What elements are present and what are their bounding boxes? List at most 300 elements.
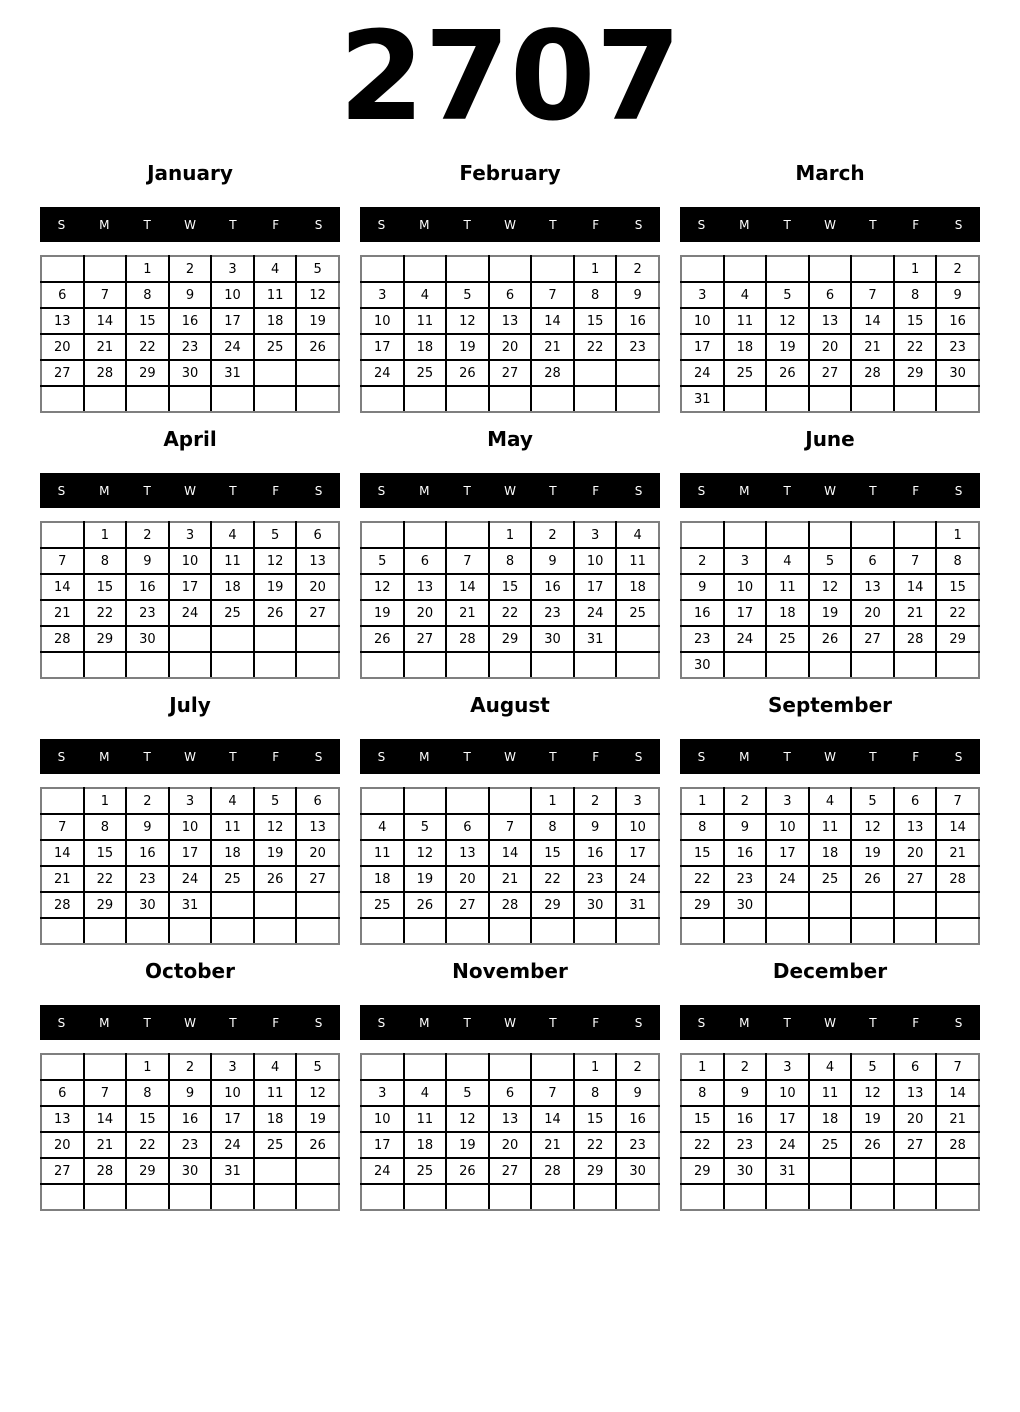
day-cell: 30 xyxy=(936,360,979,386)
day-cell xyxy=(489,256,532,282)
day-cell: 4 xyxy=(211,522,254,548)
day-cell: 26 xyxy=(296,334,339,360)
day-cell: 20 xyxy=(489,334,532,360)
week-row xyxy=(361,652,659,678)
day-cell xyxy=(894,386,937,412)
weekday-header-bar xyxy=(360,473,660,508)
day-cell: 12 xyxy=(766,308,809,334)
day-cell xyxy=(169,1184,212,1210)
day-cell xyxy=(574,360,617,386)
day-cell xyxy=(84,256,127,282)
day-cell: 24 xyxy=(169,866,212,892)
weekday-label: W xyxy=(184,749,196,764)
day-cell xyxy=(404,256,447,282)
day-cell xyxy=(616,360,659,386)
day-cell: 25 xyxy=(809,1132,852,1158)
day-cell: 6 xyxy=(41,282,84,308)
weekday-header-bar xyxy=(680,739,980,774)
day-cell: 6 xyxy=(404,548,447,574)
day-cell: 7 xyxy=(84,1080,127,1106)
day-cell: 26 xyxy=(254,866,297,892)
month-grid xyxy=(40,787,340,945)
weekday-label: S xyxy=(954,1015,963,1030)
day-cell: 8 xyxy=(126,282,169,308)
day-cell: 20 xyxy=(894,840,937,866)
day-cell xyxy=(724,256,767,282)
weekday-label: T xyxy=(783,217,791,232)
day-cell xyxy=(254,626,297,652)
day-cell: 23 xyxy=(681,626,724,652)
weekday-label: S xyxy=(57,217,66,232)
day-cell: 19 xyxy=(446,334,489,360)
week-row xyxy=(41,308,339,334)
day-cell: 8 xyxy=(84,814,127,840)
week-row xyxy=(681,892,979,918)
day-cell xyxy=(766,1184,809,1210)
day-cell: 19 xyxy=(851,1106,894,1132)
day-cell xyxy=(489,788,532,814)
weekday-header-bar xyxy=(40,473,340,508)
day-cell: 24 xyxy=(681,360,724,386)
weekday-label: F xyxy=(272,1015,280,1030)
month-title: August xyxy=(470,693,550,717)
day-cell: 18 xyxy=(724,334,767,360)
weekday-label: S xyxy=(697,749,706,764)
weekday-header-bar xyxy=(680,1005,980,1040)
day-cell xyxy=(41,386,84,412)
week-row xyxy=(41,522,339,548)
day-cell: 8 xyxy=(681,1080,724,1106)
day-cell: 28 xyxy=(936,1132,979,1158)
day-cell: 20 xyxy=(296,574,339,600)
weekday-label: T xyxy=(229,1015,237,1030)
day-cell: 3 xyxy=(766,788,809,814)
weekday-header-bar xyxy=(40,207,340,242)
day-cell xyxy=(531,918,574,944)
day-cell xyxy=(404,1054,447,1080)
day-cell: 1 xyxy=(681,1054,724,1080)
day-cell: 4 xyxy=(254,1054,297,1080)
day-cell xyxy=(84,918,127,944)
day-cell xyxy=(936,652,979,678)
week-row xyxy=(41,626,339,652)
day-cell xyxy=(446,652,489,678)
day-cell: 6 xyxy=(809,282,852,308)
day-cell: 14 xyxy=(531,308,574,334)
day-cell: 23 xyxy=(936,334,979,360)
day-cell: 9 xyxy=(169,282,212,308)
day-cell: 24 xyxy=(766,1132,809,1158)
day-cell xyxy=(361,522,404,548)
weekday-label: W xyxy=(504,749,516,764)
day-cell: 6 xyxy=(894,788,937,814)
day-cell: 19 xyxy=(809,600,852,626)
day-cell: 18 xyxy=(616,574,659,600)
day-cell: 16 xyxy=(169,1106,212,1132)
day-cell: 10 xyxy=(766,814,809,840)
weekday-header-bar xyxy=(360,1005,660,1040)
weekday-label: S xyxy=(314,217,323,232)
week-row xyxy=(361,334,659,360)
day-cell: 14 xyxy=(936,1080,979,1106)
day-cell: 25 xyxy=(211,600,254,626)
weekday-label: S xyxy=(377,1015,386,1030)
day-cell: 17 xyxy=(169,840,212,866)
weekday-label: T xyxy=(143,1015,151,1030)
day-cell xyxy=(574,652,617,678)
day-cell: 2 xyxy=(724,788,767,814)
day-cell: 29 xyxy=(84,626,127,652)
day-cell: 11 xyxy=(724,308,767,334)
day-cell: 15 xyxy=(681,1106,724,1132)
day-cell: 10 xyxy=(211,1080,254,1106)
month-block xyxy=(680,959,980,1211)
day-cell: 10 xyxy=(574,548,617,574)
day-cell: 28 xyxy=(489,892,532,918)
day-cell xyxy=(809,892,852,918)
day-cell xyxy=(361,386,404,412)
day-cell: 12 xyxy=(446,1106,489,1132)
day-cell: 23 xyxy=(724,1132,767,1158)
day-cell: 21 xyxy=(84,334,127,360)
day-cell: 17 xyxy=(169,574,212,600)
weekday-label: S xyxy=(314,483,323,498)
day-cell: 28 xyxy=(84,1158,127,1184)
weekday-label: F xyxy=(912,1015,920,1030)
day-cell: 31 xyxy=(574,626,617,652)
day-cell xyxy=(404,1184,447,1210)
week-row xyxy=(681,1158,979,1184)
day-cell: 22 xyxy=(681,1132,724,1158)
weekday-label: T xyxy=(463,749,471,764)
day-cell xyxy=(489,386,532,412)
day-cell: 10 xyxy=(211,282,254,308)
day-cell: 4 xyxy=(211,788,254,814)
weekday-label: T xyxy=(229,217,237,232)
day-cell: 19 xyxy=(361,600,404,626)
day-cell: 6 xyxy=(296,522,339,548)
day-cell: 12 xyxy=(254,548,297,574)
day-cell xyxy=(809,522,852,548)
weekday-label: W xyxy=(504,1015,516,1030)
day-cell: 3 xyxy=(361,282,404,308)
weekday-label: S xyxy=(377,483,386,498)
day-cell: 16 xyxy=(616,308,659,334)
day-cell: 8 xyxy=(574,1080,617,1106)
day-cell: 18 xyxy=(254,1106,297,1132)
week-row xyxy=(41,574,339,600)
day-cell: 7 xyxy=(531,1080,574,1106)
month-grid xyxy=(360,1053,660,1211)
day-cell: 31 xyxy=(766,1158,809,1184)
day-cell: 13 xyxy=(894,814,937,840)
day-cell: 16 xyxy=(681,600,724,626)
day-cell: 28 xyxy=(41,892,84,918)
week-row xyxy=(681,548,979,574)
day-cell: 21 xyxy=(531,334,574,360)
day-cell: 30 xyxy=(169,1158,212,1184)
weekday-label: T xyxy=(549,1015,557,1030)
day-cell xyxy=(361,256,404,282)
day-cell xyxy=(361,1054,404,1080)
week-row xyxy=(361,1184,659,1210)
day-cell: 30 xyxy=(724,1158,767,1184)
weekday-label: M xyxy=(739,483,750,498)
day-cell: 29 xyxy=(894,360,937,386)
weekday-label: M xyxy=(419,217,430,232)
day-cell xyxy=(211,1184,254,1210)
day-cell: 24 xyxy=(724,626,767,652)
day-cell xyxy=(851,1158,894,1184)
day-cell xyxy=(84,1184,127,1210)
day-cell xyxy=(809,918,852,944)
day-cell: 27 xyxy=(296,600,339,626)
day-cell: 24 xyxy=(211,1132,254,1158)
weekday-label: T xyxy=(783,749,791,764)
weekday-label: T xyxy=(143,749,151,764)
week-row xyxy=(681,652,979,678)
weekday-label: W xyxy=(824,1015,836,1030)
month-title: April xyxy=(163,427,217,451)
month-title: July xyxy=(169,693,211,717)
day-cell xyxy=(169,386,212,412)
day-cell: 9 xyxy=(126,814,169,840)
day-cell: 17 xyxy=(361,1132,404,1158)
month-grid xyxy=(360,787,660,945)
weekday-label: S xyxy=(634,1015,643,1030)
month-block xyxy=(360,161,660,413)
weekday-header-bar xyxy=(40,739,340,774)
day-cell: 13 xyxy=(41,1106,84,1132)
day-cell: 11 xyxy=(616,548,659,574)
week-row xyxy=(361,256,659,282)
day-cell xyxy=(211,918,254,944)
day-cell: 7 xyxy=(851,282,894,308)
day-cell xyxy=(531,256,574,282)
day-cell: 27 xyxy=(489,360,532,386)
month-block xyxy=(360,427,660,679)
weekday-label: T xyxy=(549,217,557,232)
day-cell: 21 xyxy=(936,1106,979,1132)
day-cell xyxy=(446,522,489,548)
week-row xyxy=(681,918,979,944)
day-cell: 4 xyxy=(254,256,297,282)
day-cell xyxy=(296,892,339,918)
day-cell xyxy=(41,788,84,814)
day-cell: 17 xyxy=(574,574,617,600)
day-cell: 14 xyxy=(531,1106,574,1132)
day-cell: 14 xyxy=(84,1106,127,1132)
day-cell: 8 xyxy=(894,282,937,308)
day-cell: 29 xyxy=(574,1158,617,1184)
day-cell: 20 xyxy=(41,1132,84,1158)
day-cell: 24 xyxy=(169,600,212,626)
day-cell xyxy=(894,1158,937,1184)
day-cell xyxy=(296,360,339,386)
day-cell: 26 xyxy=(404,892,447,918)
day-cell: 6 xyxy=(489,282,532,308)
day-cell: 20 xyxy=(41,334,84,360)
day-cell: 16 xyxy=(724,840,767,866)
day-cell: 6 xyxy=(41,1080,84,1106)
week-row xyxy=(681,840,979,866)
day-cell: 1 xyxy=(574,1054,617,1080)
week-row xyxy=(681,574,979,600)
week-row xyxy=(41,1106,339,1132)
day-cell: 5 xyxy=(766,282,809,308)
day-cell xyxy=(41,256,84,282)
day-cell: 1 xyxy=(936,522,979,548)
weekday-label: M xyxy=(99,749,110,764)
day-cell: 11 xyxy=(766,574,809,600)
day-cell: 27 xyxy=(446,892,489,918)
day-cell xyxy=(724,522,767,548)
day-cell xyxy=(296,1158,339,1184)
day-cell: 13 xyxy=(296,814,339,840)
day-cell xyxy=(404,386,447,412)
day-cell: 27 xyxy=(404,626,447,652)
week-row xyxy=(361,866,659,892)
day-cell: 18 xyxy=(809,840,852,866)
day-cell: 12 xyxy=(361,574,404,600)
week-row xyxy=(41,814,339,840)
day-cell: 27 xyxy=(809,360,852,386)
day-cell xyxy=(766,522,809,548)
day-cell: 11 xyxy=(809,1080,852,1106)
day-cell xyxy=(41,652,84,678)
week-row xyxy=(361,522,659,548)
month-grid xyxy=(40,1053,340,1211)
month-title: December xyxy=(772,959,888,983)
day-cell: 8 xyxy=(489,548,532,574)
day-cell xyxy=(254,652,297,678)
day-cell: 7 xyxy=(84,282,127,308)
day-cell: 21 xyxy=(41,600,84,626)
day-cell: 9 xyxy=(936,282,979,308)
day-cell: 25 xyxy=(361,892,404,918)
day-cell xyxy=(681,256,724,282)
day-cell: 22 xyxy=(574,334,617,360)
week-row xyxy=(361,360,659,386)
week-row xyxy=(361,282,659,308)
day-cell: 17 xyxy=(681,334,724,360)
week-row xyxy=(41,840,339,866)
day-cell: 23 xyxy=(126,866,169,892)
day-cell: 29 xyxy=(84,892,127,918)
week-row xyxy=(361,840,659,866)
week-row xyxy=(681,256,979,282)
month-grid xyxy=(680,1053,980,1211)
weekday-header-bar xyxy=(680,207,980,242)
weekday-label: S xyxy=(954,217,963,232)
day-cell: 30 xyxy=(724,892,767,918)
day-cell: 15 xyxy=(681,840,724,866)
weekday-label: M xyxy=(99,483,110,498)
day-cell: 29 xyxy=(126,360,169,386)
week-row xyxy=(41,548,339,574)
day-cell: 12 xyxy=(404,840,447,866)
weekday-label: F xyxy=(912,483,920,498)
day-cell xyxy=(489,1054,532,1080)
day-cell: 25 xyxy=(254,334,297,360)
day-cell: 3 xyxy=(211,256,254,282)
day-cell: 2 xyxy=(169,256,212,282)
day-cell: 14 xyxy=(936,814,979,840)
day-cell: 20 xyxy=(809,334,852,360)
day-cell xyxy=(296,386,339,412)
day-cell: 7 xyxy=(531,282,574,308)
month-grid xyxy=(360,255,660,413)
day-cell: 9 xyxy=(531,548,574,574)
month-grid xyxy=(40,255,340,413)
day-cell: 27 xyxy=(296,866,339,892)
day-cell: 26 xyxy=(446,1158,489,1184)
day-cell: 19 xyxy=(296,1106,339,1132)
weekday-label: T xyxy=(783,1015,791,1030)
day-cell xyxy=(126,386,169,412)
day-cell: 23 xyxy=(126,600,169,626)
weekday-label: S xyxy=(954,483,963,498)
week-row xyxy=(681,1106,979,1132)
day-cell: 31 xyxy=(616,892,659,918)
weekday-label: M xyxy=(419,1015,430,1030)
day-cell xyxy=(361,918,404,944)
day-cell: 15 xyxy=(126,308,169,334)
week-row xyxy=(681,1054,979,1080)
day-cell xyxy=(531,1184,574,1210)
weekday-label: T xyxy=(869,483,877,498)
day-cell: 1 xyxy=(574,256,617,282)
weekday-header-bar xyxy=(360,739,660,774)
weekday-label: S xyxy=(57,1015,66,1030)
day-cell: 6 xyxy=(446,814,489,840)
day-cell xyxy=(724,918,767,944)
day-cell: 24 xyxy=(574,600,617,626)
day-cell: 29 xyxy=(531,892,574,918)
day-cell: 21 xyxy=(531,1132,574,1158)
day-cell: 6 xyxy=(851,548,894,574)
day-cell xyxy=(681,522,724,548)
day-cell: 8 xyxy=(681,814,724,840)
weekday-label: W xyxy=(504,483,516,498)
day-cell xyxy=(296,918,339,944)
weekday-label: T xyxy=(229,483,237,498)
weekday-label: M xyxy=(739,749,750,764)
day-cell: 11 xyxy=(254,282,297,308)
day-cell: 11 xyxy=(404,308,447,334)
day-cell xyxy=(936,386,979,412)
day-cell: 12 xyxy=(851,1080,894,1106)
day-cell xyxy=(446,788,489,814)
day-cell: 30 xyxy=(531,626,574,652)
month-block xyxy=(680,427,980,679)
day-cell: 15 xyxy=(531,840,574,866)
month-title: October xyxy=(145,959,235,983)
day-cell xyxy=(851,256,894,282)
day-cell xyxy=(531,1054,574,1080)
week-row xyxy=(41,1080,339,1106)
day-cell: 23 xyxy=(531,600,574,626)
day-cell: 29 xyxy=(681,1158,724,1184)
week-row xyxy=(361,788,659,814)
day-cell: 3 xyxy=(681,282,724,308)
month-block xyxy=(360,959,660,1211)
day-cell: 22 xyxy=(84,600,127,626)
week-row xyxy=(681,1184,979,1210)
day-cell xyxy=(254,892,297,918)
day-cell xyxy=(404,918,447,944)
week-row xyxy=(681,866,979,892)
